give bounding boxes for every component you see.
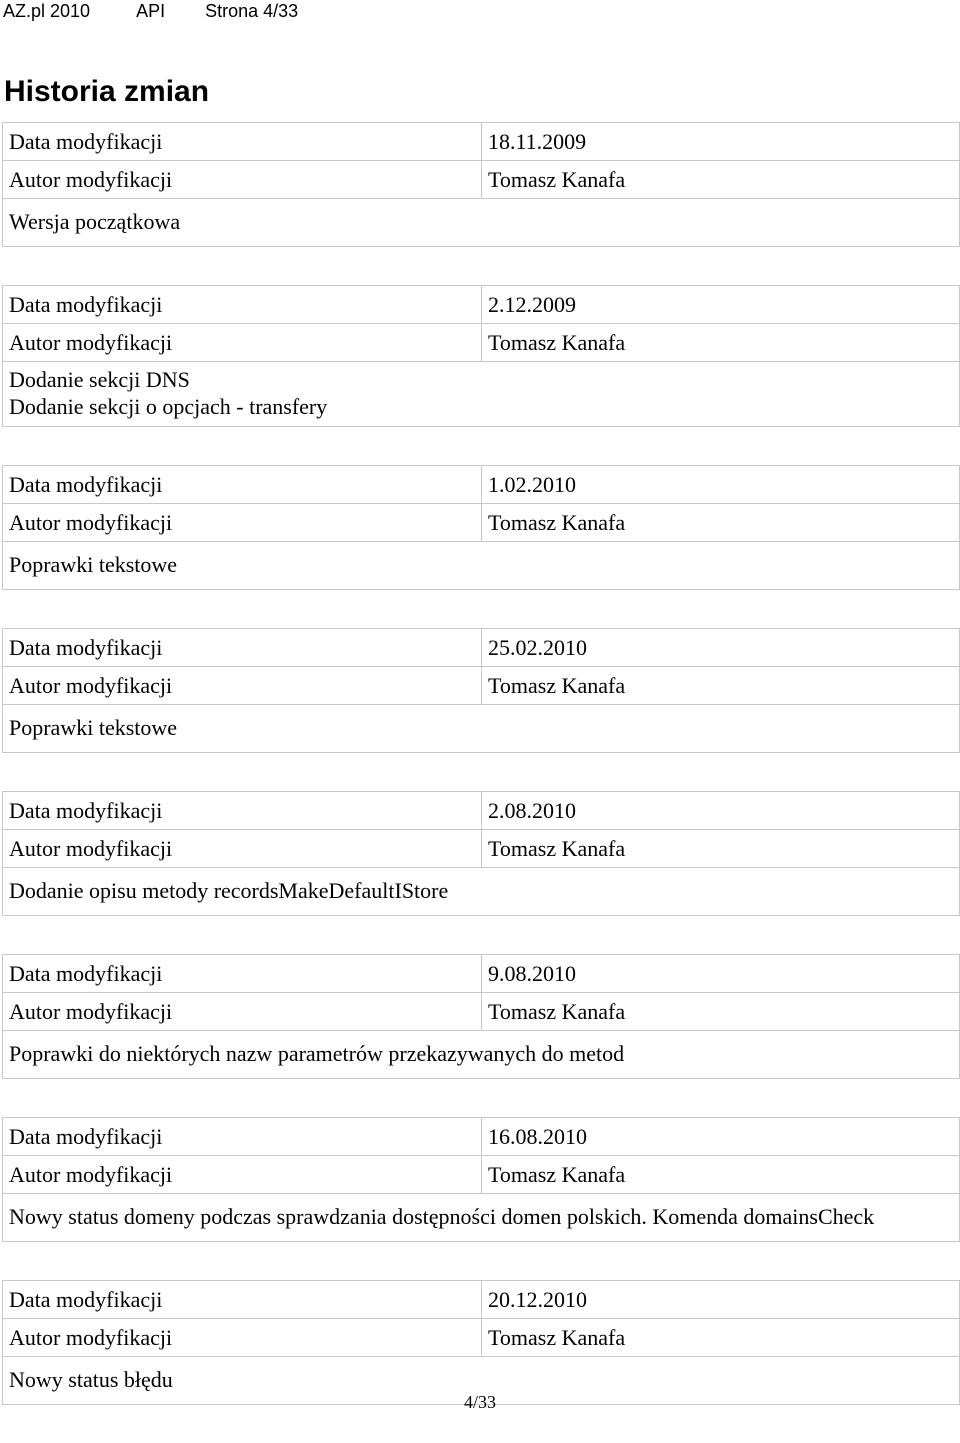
author-value: Tomasz Kanafa [482,324,960,362]
author-value: Tomasz Kanafa [482,830,960,868]
description-cell [3,868,960,916]
change-entry [2,465,959,590]
date-label: Data modyfikacji [3,466,482,504]
description-row [3,868,960,916]
description-cell [3,1031,960,1079]
date-label: Data modyfikacji [3,1281,482,1319]
description-cell [3,362,960,427]
description-row [3,1031,960,1079]
change-table [2,954,960,1079]
author-value: Tomasz Kanafa [482,1156,960,1194]
change-entry [2,122,959,247]
author-value: Tomasz Kanafa [482,161,960,199]
author-label: Autor modyfikacji [3,830,482,868]
author-row [3,324,960,362]
date-value: 2.12.2009 [482,286,960,324]
date-row [3,123,960,161]
author-row [3,1319,960,1357]
description-line: Nowy status domeny podczas sprawdzania dostępności domen polskich. Komenda domainsCheck [9,1204,875,1229]
author-label: Autor modyfikacji [3,1156,482,1194]
change-entry [2,791,959,916]
author-row [3,667,960,705]
change-table [2,465,960,590]
description-row [3,362,960,427]
author-value: Tomasz Kanafa [482,667,960,705]
author-label: Autor modyfikacji [3,161,482,199]
change-table [2,122,960,247]
description-line: Dodanie opisu metody recordsMakeDefaultIStore [9,878,449,903]
change-table [2,791,960,916]
date-row [3,629,960,667]
description-line: Poprawki tekstowe [9,552,178,577]
description-cell [3,1194,960,1242]
page-footer: 4/33 [463,1392,496,1412]
date-label: Data modyfikacji [3,1118,482,1156]
date-value: 25.02.2010 [482,629,960,667]
date-label: Data modyfikacji [3,286,482,324]
date-row [3,792,960,830]
date-row [3,1118,960,1156]
date-value: 20.12.2010 [482,1281,960,1319]
change-entry [2,954,959,1079]
description-cell [3,705,960,753]
date-value: 9.08.2010 [482,955,960,993]
change-history-list [2,122,959,1443]
header-document-name: AZ.pl 2010 [3,0,91,21]
date-row [3,955,960,993]
author-label: Autor modyfikacji [3,504,482,542]
description-line: Nowy status błędu [9,1367,173,1392]
description-line: Dodanie sekcji o opcjach - transfery [9,394,328,419]
author-label: Autor modyfikacji [3,1319,482,1357]
description-line: Poprawki tekstowe [9,715,178,740]
author-row [3,504,960,542]
date-label: Data modyfikacji [3,123,482,161]
change-entry [2,285,959,427]
change-entry [2,1117,959,1242]
description-cell [3,199,960,247]
date-value: 18.11.2009 [482,123,960,161]
author-value: Tomasz Kanafa [482,993,960,1031]
date-row [3,466,960,504]
description-line: Dodanie sekcji DNS [9,367,190,392]
author-value: Tomasz Kanafa [482,1319,960,1357]
description-line: Poprawki do niektórych nazw parametrów przekazywanych do metod [9,1041,625,1066]
date-value: 2.08.2010 [482,792,960,830]
header-page-number: Strona 4/33 [205,0,299,21]
date-label: Data modyfikacji [3,629,482,667]
description-row [3,542,960,590]
author-label: Autor modyfikacji [3,324,482,362]
description-line: Wersja początkowa [9,209,181,234]
date-row [3,1281,960,1319]
author-row [3,161,960,199]
header-section: API [136,0,166,21]
change-table [2,1117,960,1242]
description-row [3,1194,960,1242]
date-value: 16.08.2010 [482,1118,960,1156]
author-value: Tomasz Kanafa [482,504,960,542]
date-label: Data modyfikacji [3,955,482,993]
change-table [2,1280,960,1405]
author-row [3,993,960,1031]
author-label: Autor modyfikacji [3,667,482,705]
author-label: Autor modyfikacji [3,993,482,1031]
page-title: Historia zmian [4,75,210,108]
author-row [3,1156,960,1194]
change-table [2,628,960,753]
page-header [0,0,298,22]
description-row [3,705,960,753]
date-row [3,286,960,324]
change-table [2,285,960,427]
author-row [3,830,960,868]
description-row [3,199,960,247]
date-label: Data modyfikacji [3,792,482,830]
description-cell [3,542,960,590]
change-entry [2,628,959,753]
change-entry [2,1280,959,1405]
date-value: 1.02.2010 [482,466,960,504]
